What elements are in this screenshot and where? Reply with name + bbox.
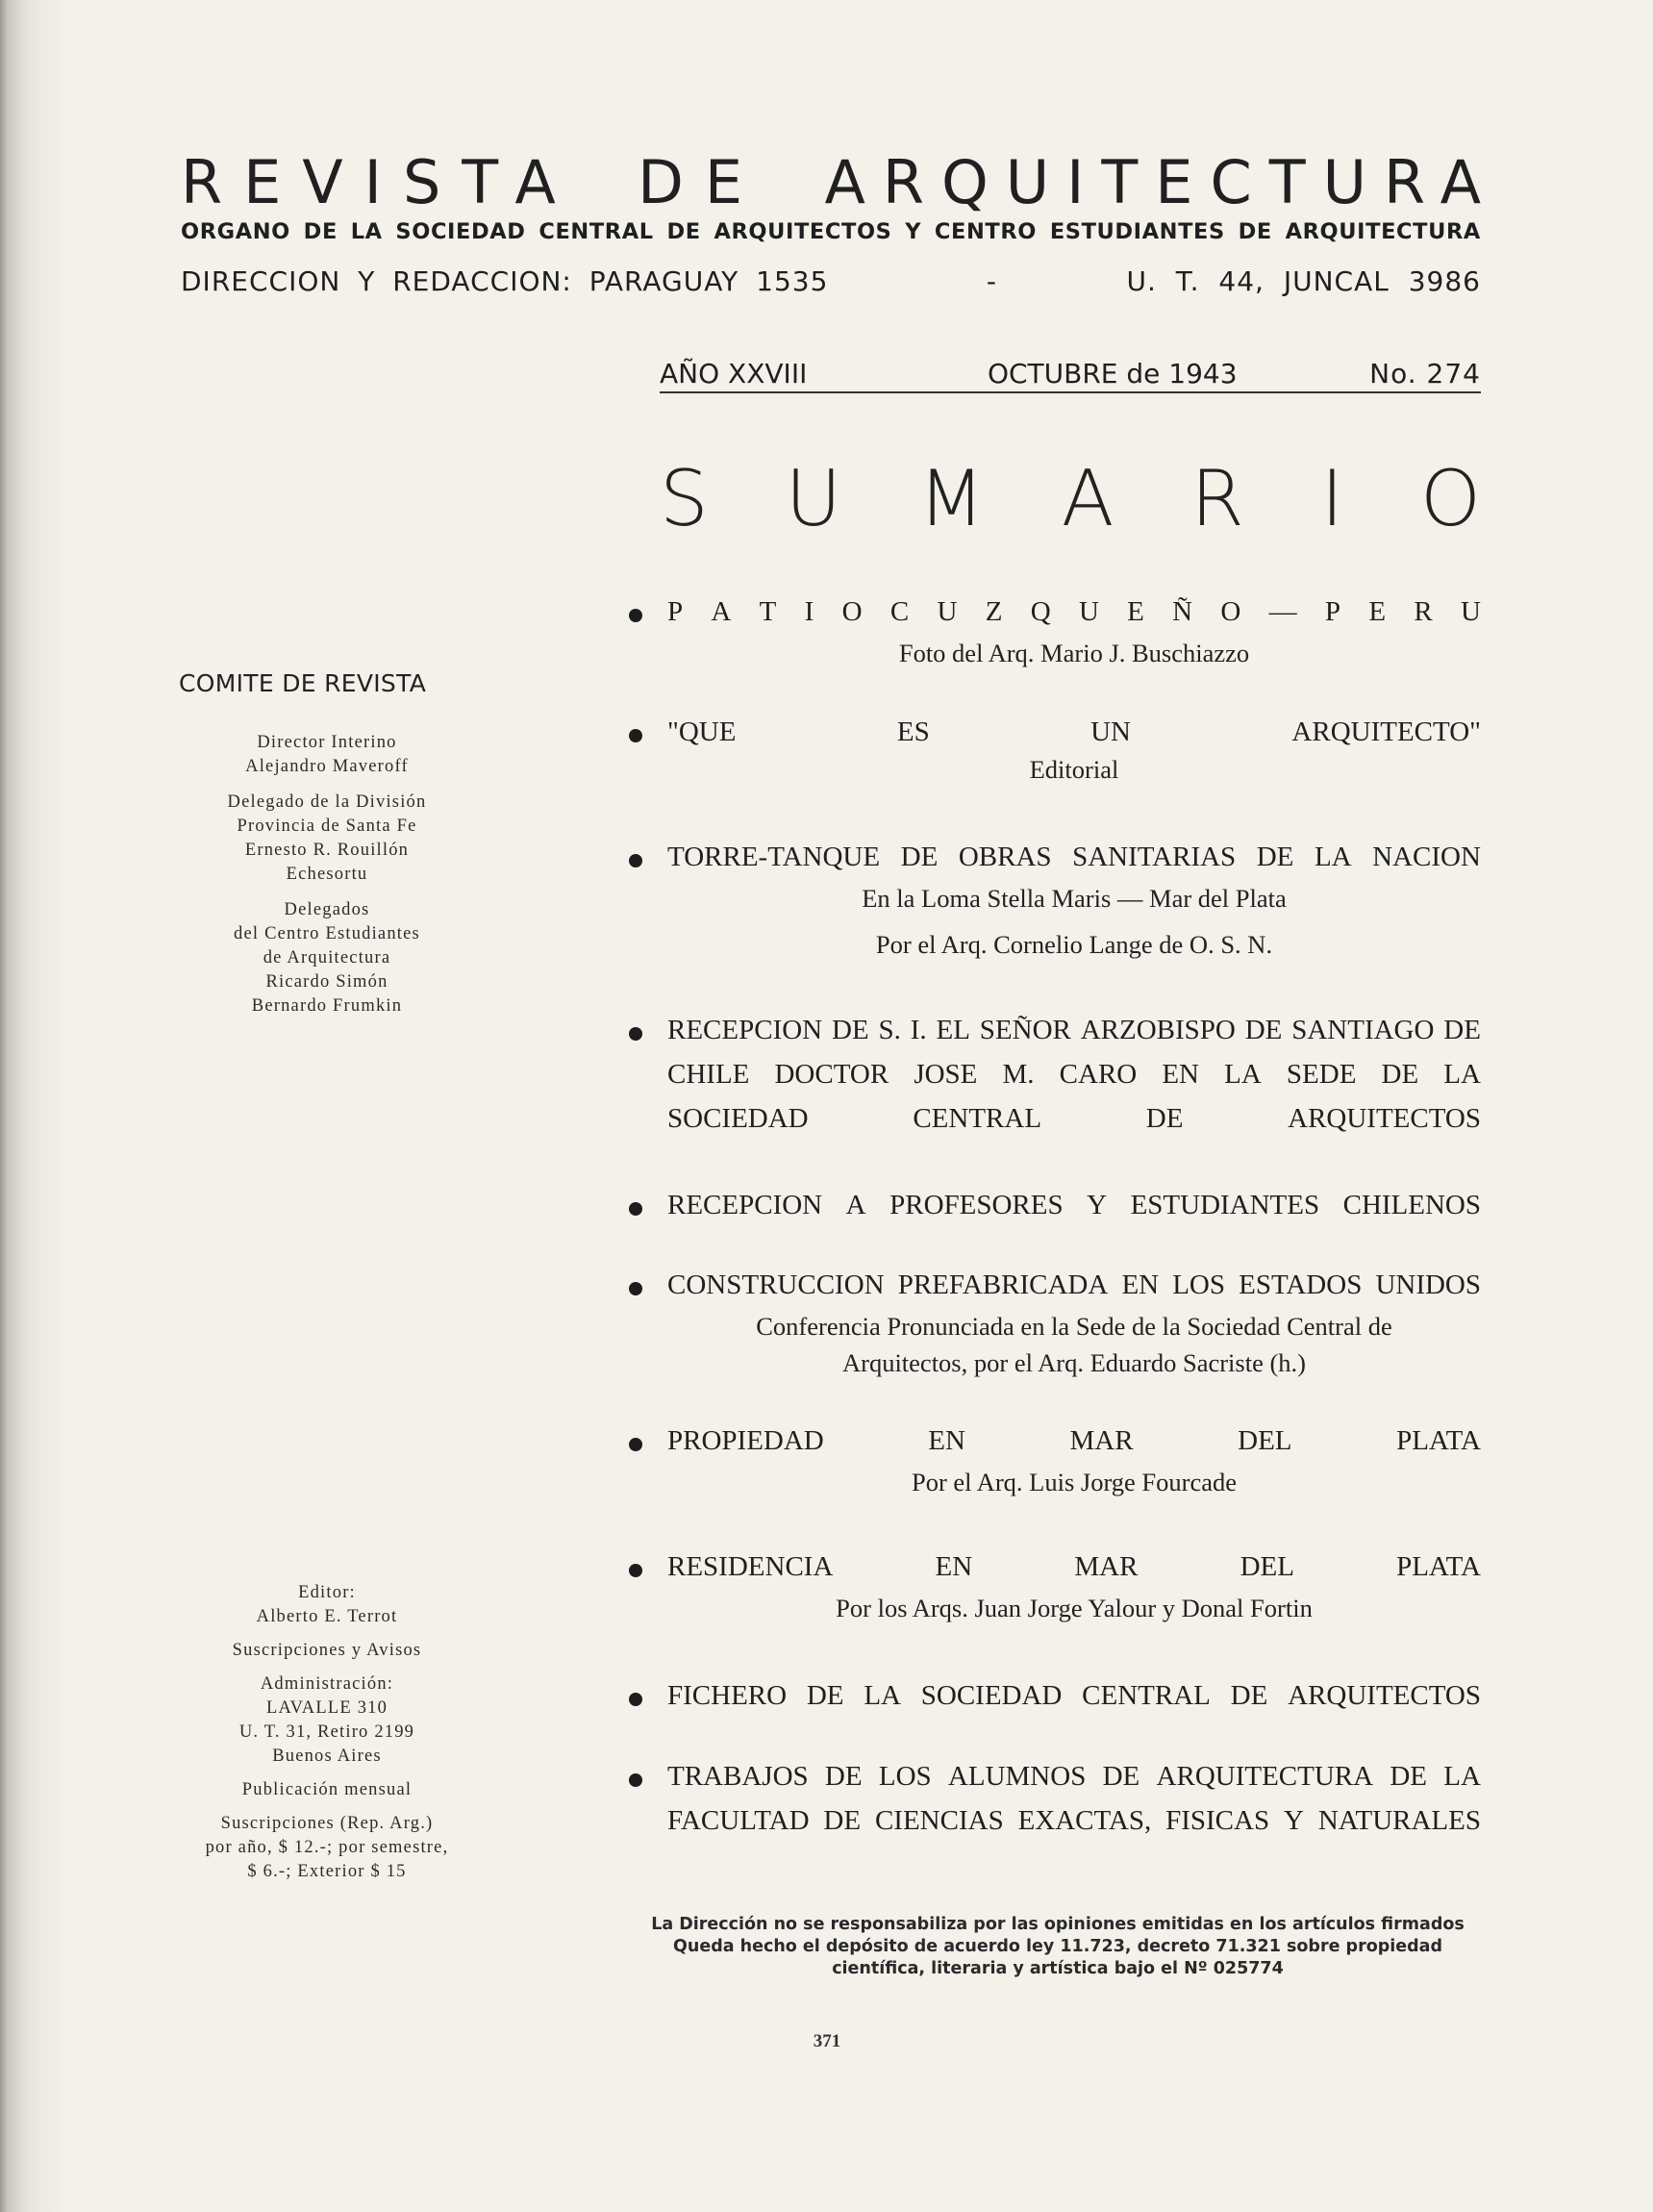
sidebar-line: Publicación mensual [241,1780,413,1799]
title-word: REVISTA [181,146,577,217]
title-word: SOCIEDAD [920,1680,1063,1711]
title-word: UNIDOS [1375,1269,1481,1300]
subtitle-word: Y [905,219,922,244]
legal-note-line: La Dirección no se responsabiliza por las opiniones emitidas en los artículos firmados [651,1915,1465,1934]
title-word: ARQUITECTURA [824,146,1498,217]
sidebar-block [154,731,500,779]
title-word: DE [1102,1761,1140,1792]
committee-heading: COMITE DE REVISTA [179,669,427,697]
title-word: FISICAS [1165,1805,1270,1836]
title-word: DE [1390,1761,1428,1792]
bullet-icon [629,729,642,742]
subtitle-word: CENTRAL [538,219,654,244]
toc-item-subtitle: Conferencia Pronunciada en la Sede de la Sociedad Central de [756,1312,1392,1341]
toc-item-title-line [667,842,1481,873]
title-word: ALUMNOS [947,1761,1087,1792]
title-word: LA [1224,1059,1262,1090]
title-word: ARQUITECTO" [1291,716,1481,747]
title-word: CENTRAL [1082,1680,1211,1711]
title-word: ES [896,716,930,747]
address-separator: - [986,265,998,297]
magazine-title [181,144,1498,219]
sumario-letter: O [1419,453,1481,543]
subtitle-word: ARQUITECTOS [714,219,892,244]
sidebar-line: Delegados [284,900,370,919]
sidebar-line: de Arquitectura [263,948,391,968]
subtitle-word: SOCIEDAD [395,219,526,244]
title-word: ESTUDIANTES [1130,1190,1320,1220]
title-word: Ñ [1172,596,1193,627]
sumario-letter: S [660,453,709,543]
title-word: SEÑOR [979,1015,1071,1045]
sidebar-line: Administración: [260,1674,394,1694]
sumario-letter: R [1190,453,1244,543]
sidebar-line: Editor: [298,1583,356,1602]
toc-item-title [667,1425,1481,1457]
title-word: CONSTRUCCION [667,1269,885,1300]
title-word: SANITARIAS [1072,842,1237,872]
title-word: Y [1283,1805,1304,1836]
title-word: S. [878,1015,901,1045]
title-word: UN [1090,716,1131,747]
sidebar-line: Alejandro Maveroff [245,757,409,776]
sidebar-line: Ricardo Simón [265,972,388,992]
sumario-letter: I [1320,453,1344,543]
title-word: DE [1145,1103,1184,1134]
toc-item-title-line [667,1805,1481,1837]
title-word: Q [1030,596,1051,627]
title-word: U [1460,596,1481,627]
title-word: SOCIEDAD [667,1103,809,1134]
title-word: DE [823,1805,862,1836]
title-word: C [889,596,910,627]
sumario-heading [660,450,1481,546]
title-word: Z [985,596,1003,627]
title-word: ARQUITECTURA [1156,1761,1374,1792]
sidebar-line: del Centro Estudiantes [234,924,420,943]
title-word: NATURALES [1317,1805,1481,1836]
sidebar-block [154,1581,500,1629]
title-word: I. [910,1015,927,1045]
title-word: MAR [1069,1425,1134,1456]
address-right: U. T. 44, JUNCAL 3986 [1126,265,1481,297]
sumario-letter: U [785,453,842,543]
title-word: U [937,596,958,627]
title-word: SEDE [1286,1059,1357,1090]
publisher-info [154,1581,500,1894]
title-word: LA [864,1680,901,1711]
toc-item-title [667,1551,1481,1583]
title-word: O [1220,596,1241,627]
title-word: U [1078,596,1099,627]
title-word: E [1127,596,1144,627]
subtitle-word: DE [1238,219,1272,244]
title-word: CHILENOS [1342,1190,1481,1220]
title-word: JOSE [914,1059,978,1090]
title-word: TRABAJOS [667,1761,809,1792]
bullet-icon [629,1693,642,1706]
title-word: EN [935,1551,973,1582]
title-word: DE [1230,1680,1268,1711]
title-word: A [845,1190,866,1220]
toc-item-title-line [667,1761,1481,1793]
sidebar-line: Director Interino [257,733,397,752]
bullet-icon [629,1027,642,1041]
toc-item-title [667,596,1481,628]
title-word: FACULTAD [667,1805,810,1836]
title-word: LA [1443,1059,1481,1090]
toc-item-title-line [667,1015,1481,1046]
title-word: LA [1443,1761,1481,1792]
sidebar-line: Ernesto R. Rouillón [244,841,410,860]
subtitle-word: ESTUDIANTES [1049,219,1225,244]
sidebar-line: Delegado de la División [227,792,427,812]
title-word: PROPIEDAD [667,1425,824,1456]
sidebar-line: Alberto E. Terrot [256,1607,398,1626]
sidebar-line: Echesortu [286,865,368,884]
title-word: MAR [1074,1551,1139,1582]
title-word: P [1324,596,1341,627]
title-word: PLATA [1396,1425,1481,1456]
toc-item-title-line [667,1103,1481,1135]
page-number: 371 [813,2031,841,2051]
title-word: EXACTAS, [1017,1805,1152,1836]
page-binding-shadow [0,0,67,2212]
toc-item-subtitle: Arquitectos, por el Arq. Eduardo Sacriste (h.) [841,1348,1307,1377]
toc-item-title-line [667,1680,1481,1712]
title-word: DE [806,1680,844,1711]
title-word: EN [1121,1269,1160,1300]
title-word: PLATA [1396,1551,1481,1582]
sidebar-line: Buenos Aires [272,1747,382,1766]
bullet-icon [629,609,642,622]
title-word: DEL [1238,1425,1292,1456]
title-word: EN [928,1425,965,1456]
title-word: Y [1087,1190,1108,1220]
title-word: M. [1002,1059,1035,1090]
magazine-subtitle [181,219,1481,244]
title-word: EL [936,1015,970,1045]
toc-item-subtitle: Foto del Arq. Mario J. Buschiazzo [898,639,1250,667]
title-word: PREFABRICADA [897,1269,1109,1300]
toc-item-subtitle: Por el Arq. Luis Jorge Fourcade [911,1468,1238,1496]
title-word: FICHERO [667,1680,788,1711]
title-word: DE [1381,1059,1419,1090]
title-word: DEL [1240,1551,1294,1582]
title-word: LA [1314,842,1352,872]
title-word: EN [1162,1059,1200,1090]
subtitle-word: DE [666,219,701,244]
bullet-icon [629,854,642,867]
title-word: P [667,596,684,627]
subtitle-word: ORGANO [181,219,290,244]
title-word: DE [638,146,764,217]
title-word: ARQUITECTOS [1288,1103,1481,1134]
title-word: DE [1443,1015,1481,1045]
title-word: DE [1244,1015,1283,1045]
bullet-icon [629,1202,642,1216]
title-word: RECEPCION [667,1015,823,1045]
title-word: DE [900,842,939,872]
title-word: RECEPCION [667,1190,823,1220]
toc-item-title-line [667,1059,1481,1091]
title-word: CHILE [667,1059,750,1090]
sumario-letter: M [917,453,985,543]
issue-date: OCTUBRE de 1943 [987,358,1238,390]
sidebar-line: por año, $ 12.-; por semestre, [205,1838,449,1857]
title-word: TORRE-TANQUE [667,842,881,872]
sidebar-block [154,1639,500,1663]
subtitle-word: DE [303,219,338,244]
toc-item-subtitle: Por los Arqs. Juan Jorge Yalour y Donal Fortin [836,1594,1313,1622]
title-word: CARO [1059,1059,1138,1090]
bullet-icon [629,1438,642,1451]
title-word: R [1414,596,1433,627]
sidebar-block [154,791,500,887]
sidebar-line: Suscripciones y Avisos [232,1641,422,1660]
title-word: — [1268,596,1297,627]
subtitle-word: LA [350,219,383,244]
title-word: E [1368,596,1387,627]
sidebar-block [154,898,500,1018]
address-left: DIRECCION Y REDACCION: PARAGUAY 1535 [181,265,829,297]
issue-line [660,358,1481,393]
subtitle-word: CENTRO [934,219,1038,244]
title-word: "QUE [667,716,737,747]
title-word: ARQUITECTOS [1288,1680,1481,1711]
toc-item-subtitle: En la Loma Stella Maris — Mar del Plata [862,884,1287,913]
legal-note [635,1914,1481,1980]
title-word: NACION [1372,842,1481,872]
sidebar-line: Suscripciones (Rep. Arg.) [220,1814,434,1833]
title-word: LOS [878,1761,932,1792]
bullet-icon [629,1564,642,1577]
magazine-address [181,265,1481,297]
title-word: PROFESORES [889,1190,1064,1220]
legal-note-line: científica, literaria y artística bajo el Nº 025774 [832,1959,1284,1978]
title-word: O [841,596,863,627]
toc-item-title-line [667,1190,1481,1221]
toc-item-title-line [667,1269,1481,1301]
toc-item-subtitle: Editorial [1029,755,1119,784]
issue-year: AÑO XXVIII [660,358,808,390]
toc-item-title [667,716,1481,748]
bullet-icon [629,1282,642,1295]
sumario-letter: A [1061,453,1115,543]
title-word: I [804,596,814,627]
title-word: T [759,596,777,627]
toc-item-subtitle: Por el Arq. Cornelio Lange de O. S. N. [875,930,1273,959]
title-word: DE [1256,842,1294,872]
sidebar-line: LAVALLE 310 [265,1698,388,1718]
sidebar-line: Provincia de Santa Fe [237,817,417,836]
subtitle-word: ARQUITECTURA [1285,219,1481,244]
title-word: OBRAS [958,842,1052,872]
title-word: LOS [1172,1269,1226,1300]
sidebar-line: U. T. 31, Retiro 2199 [238,1722,415,1742]
issue-number: No. 274 [1369,358,1481,390]
title-word: ESTADOS [1239,1269,1363,1300]
title-word: SANTIAGO [1291,1015,1435,1045]
sidebar-line: Bernardo Frumkin [251,996,403,1016]
title-word: RESIDENCIA [667,1551,834,1582]
sidebar-block [154,1672,500,1769]
title-word: DOCTOR [774,1059,889,1090]
title-word: CIENCIAS [874,1805,1004,1836]
title-word: DE [831,1015,869,1045]
title-word: ARZOBISPO [1080,1015,1236,1045]
committee-list [154,731,500,1028]
title-word: A [711,596,732,627]
title-word: DE [824,1761,863,1792]
bullet-icon [629,1773,642,1787]
legal-note-line: Queda hecho el depósito de acuerdo ley 11.723, decreto 71.321 sobre propiedad [673,1937,1442,1956]
title-word: CENTRAL [913,1103,1042,1134]
sidebar-block [154,1812,500,1884]
sidebar-block [154,1778,500,1802]
sidebar-line: $ 6.-; Exterior $ 15 [247,1862,407,1881]
